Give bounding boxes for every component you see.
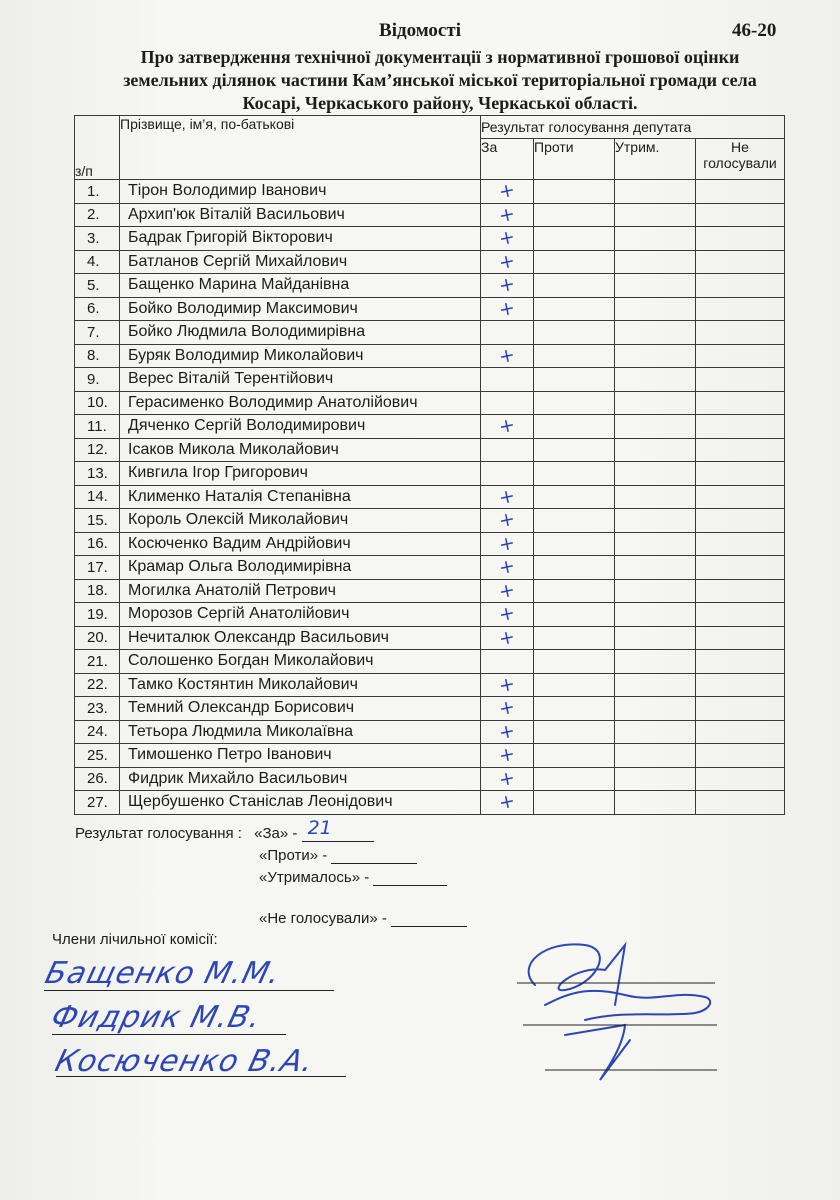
row-vote-za	[481, 532, 534, 556]
row-vote-za	[481, 321, 534, 345]
row-vote-utrym	[615, 227, 696, 251]
row-vote-utrym	[615, 274, 696, 298]
row-vote-za	[481, 462, 534, 486]
row-vote-za	[481, 744, 534, 768]
table-row	[75, 321, 785, 345]
row-name: Тамко Костянтин Миколайович	[120, 673, 481, 697]
row-vote-ne	[696, 227, 785, 251]
row-vote-ne	[696, 673, 785, 697]
signature-scribble-2	[545, 991, 710, 1020]
row-vote-utrym	[615, 438, 696, 462]
summary-za-line	[302, 817, 374, 842]
header-number: з/п	[75, 116, 120, 180]
header-ne-holosuvaly: Не голосували	[696, 139, 785, 180]
row-vote-proty	[534, 227, 615, 251]
row-number: 19.	[75, 603, 120, 627]
commission-label: Члени лічильної комісії:	[52, 931, 218, 948]
row-vote-ne	[696, 720, 785, 744]
summary-utrym	[259, 869, 447, 886]
row-number: 9.	[75, 368, 120, 392]
summary-proty-line	[331, 847, 417, 864]
row-vote-ne	[696, 462, 785, 486]
row-vote-ne	[696, 744, 785, 768]
table-row	[75, 227, 785, 251]
row-vote-za	[481, 626, 534, 650]
row-vote-za	[481, 673, 534, 697]
row-vote-za	[481, 720, 534, 744]
sig-underline-2	[52, 1034, 286, 1035]
table-row	[75, 720, 785, 744]
table-row	[75, 344, 785, 368]
row-vote-proty	[534, 603, 615, 627]
subtitle-line-3: Косарі, Черкаського району, Черкаської області.	[242, 93, 638, 113]
vote-mark: +	[496, 343, 518, 368]
row-vote-utrym	[615, 603, 696, 627]
row-vote-proty	[534, 532, 615, 556]
row-vote-proty	[534, 391, 615, 415]
row-number: 20.	[75, 626, 120, 650]
row-vote-za	[481, 697, 534, 721]
row-vote-za	[481, 603, 534, 627]
summary-utrym-line	[373, 869, 447, 886]
row-name: Буряк Володимир Миколайович	[120, 344, 481, 368]
row-name: Тетьора Людмила Миколаївна	[120, 720, 481, 744]
row-vote-utrym	[615, 180, 696, 204]
row-vote-za	[481, 438, 534, 462]
row-vote-ne	[696, 391, 785, 415]
row-vote-ne	[696, 791, 785, 815]
row-name: Архип'юк Віталій Васильович	[120, 203, 481, 227]
row-vote-ne	[696, 767, 785, 791]
row-vote-utrym	[615, 626, 696, 650]
row-number: 27.	[75, 791, 120, 815]
row-name: Герасименко Володимир Анатолійович	[120, 391, 481, 415]
table-row	[75, 438, 785, 462]
vote-mark: +	[496, 578, 518, 603]
table-row	[75, 579, 785, 603]
vote-mark: +	[496, 766, 518, 791]
row-vote-utrym	[615, 744, 696, 768]
vote-mark: +	[496, 202, 518, 227]
row-vote-za	[481, 250, 534, 274]
row-name: Батланов Сергій Михайлович	[120, 250, 481, 274]
row-vote-proty	[534, 274, 615, 298]
vote-mark: +	[496, 296, 518, 321]
summary-ne	[259, 910, 467, 927]
summary-utrym-label: «Утрималось» -	[259, 869, 370, 886]
row-vote-proty	[534, 180, 615, 204]
row-name: Могилка Анатолій Петрович	[120, 579, 481, 603]
row-vote-za	[481, 579, 534, 603]
row-vote-ne	[696, 579, 785, 603]
row-number: 25.	[75, 744, 120, 768]
sig-underline-1	[44, 990, 334, 991]
row-name: Морозов Сергій Анатолійович	[120, 603, 481, 627]
vote-mark: +	[496, 249, 518, 274]
row-name: Бащенко Марина Майданівна	[120, 274, 481, 298]
row-name: Тірон Володимир Іванович	[120, 180, 481, 204]
row-vote-proty	[534, 650, 615, 674]
row-name: Клименко Наталія Степанівна	[120, 485, 481, 509]
row-name: Крамар Ольга Володимирівна	[120, 556, 481, 580]
row-name: Нечиталюк Олександр Васильович	[120, 626, 481, 650]
row-number: 21.	[75, 650, 120, 674]
row-vote-za	[481, 415, 534, 439]
table-row	[75, 297, 785, 321]
row-vote-ne	[696, 532, 785, 556]
signature-scribbles	[505, 925, 735, 1095]
row-vote-utrym	[615, 321, 696, 345]
table-row	[75, 673, 785, 697]
table-row	[75, 391, 785, 415]
row-vote-ne	[696, 556, 785, 580]
row-vote-proty	[534, 438, 615, 462]
row-vote-proty	[534, 321, 615, 345]
row-name: Солошенко Богдан Миколайович	[120, 650, 481, 674]
row-number: 10.	[75, 391, 120, 415]
summary-ne-line	[391, 910, 467, 927]
row-name: Король Олексій Миколайович	[120, 509, 481, 533]
table-row	[75, 556, 785, 580]
row-vote-proty	[534, 368, 615, 392]
row-vote-utrym	[615, 556, 696, 580]
row-number: 4.	[75, 250, 120, 274]
row-name: Кивгила Ігор Григорович	[120, 462, 481, 486]
row-vote-ne	[696, 415, 785, 439]
row-vote-za	[481, 274, 534, 298]
table-row	[75, 485, 785, 509]
row-vote-utrym	[615, 650, 696, 674]
vote-mark: +	[496, 625, 518, 650]
summary-za-label: «За» -	[254, 825, 298, 842]
row-number: 1.	[75, 180, 120, 204]
row-vote-proty	[534, 720, 615, 744]
row-vote-utrym	[615, 579, 696, 603]
signature-scribble-3	[565, 1025, 630, 1080]
row-vote-za	[481, 391, 534, 415]
row-name: Бойко Володимир Максимович	[120, 297, 481, 321]
row-vote-ne	[696, 321, 785, 345]
vote-mark: +	[496, 507, 518, 533]
row-vote-utrym	[615, 485, 696, 509]
row-number: 11.	[75, 415, 120, 439]
row-vote-ne	[696, 368, 785, 392]
row-vote-utrym	[615, 509, 696, 533]
row-vote-proty	[534, 673, 615, 697]
vote-mark: +	[496, 225, 518, 251]
row-vote-proty	[534, 509, 615, 533]
table-row	[75, 650, 785, 674]
row-vote-ne	[696, 203, 785, 227]
row-vote-utrym	[615, 697, 696, 721]
row-vote-za	[481, 227, 534, 251]
vote-mark: +	[496, 695, 518, 721]
table-row	[75, 180, 785, 204]
row-vote-proty	[534, 791, 615, 815]
row-vote-proty	[534, 767, 615, 791]
vote-mark: +	[496, 413, 518, 439]
row-vote-ne	[696, 650, 785, 674]
vote-mark: +	[496, 554, 518, 580]
row-number: 26.	[75, 767, 120, 791]
vote-mark: +	[496, 672, 518, 697]
row-name: Дяченко Сергій Володимирович	[120, 415, 481, 439]
row-vote-proty	[534, 203, 615, 227]
row-vote-ne	[696, 274, 785, 298]
voting-table	[74, 115, 785, 815]
header-za: За	[481, 139, 534, 180]
row-name: Ісаков Микола Миколайович	[120, 438, 481, 462]
row-vote-utrym	[615, 297, 696, 321]
row-number: 12.	[75, 438, 120, 462]
row-name: Верес Віталій Терентійович	[120, 368, 481, 392]
row-vote-za	[481, 509, 534, 533]
row-vote-utrym	[615, 203, 696, 227]
table-row	[75, 415, 785, 439]
row-vote-ne	[696, 250, 785, 274]
row-vote-za	[481, 767, 534, 791]
table-row	[75, 626, 785, 650]
document-number: 46-20	[732, 20, 777, 41]
vote-mark: +	[496, 484, 518, 509]
row-number: 14.	[75, 485, 120, 509]
row-vote-ne	[696, 297, 785, 321]
row-vote-proty	[534, 744, 615, 768]
row-number: 13.	[75, 462, 120, 486]
row-number: 22.	[75, 673, 120, 697]
row-vote-za	[481, 556, 534, 580]
signature-1: Бащенко М.М.	[41, 956, 285, 991]
row-vote-utrym	[615, 532, 696, 556]
header-proty: Проти	[534, 139, 615, 180]
row-vote-utrym	[615, 462, 696, 486]
row-vote-za	[481, 485, 534, 509]
document-subtitle	[70, 46, 810, 115]
row-vote-proty	[534, 579, 615, 603]
vote-mark: +	[496, 601, 518, 627]
vote-mark: +	[496, 531, 518, 556]
summary-za	[75, 817, 374, 842]
row-vote-za	[481, 203, 534, 227]
row-number: 5.	[75, 274, 120, 298]
signature-2: Фидрик М.В.	[47, 1000, 266, 1035]
vote-mark: +	[496, 272, 518, 298]
row-vote-utrym	[615, 791, 696, 815]
table-row	[75, 532, 785, 556]
document-title: Відомості	[379, 20, 461, 41]
row-name: Щербушенко Станіслав Леонідович	[120, 791, 481, 815]
row-vote-utrym	[615, 767, 696, 791]
table-row	[75, 509, 785, 533]
signature-3: Косюченко В.А.	[51, 1044, 318, 1079]
row-vote-za	[481, 180, 534, 204]
row-vote-utrym	[615, 344, 696, 368]
row-vote-ne	[696, 344, 785, 368]
header-result: Результат голосування депутата	[481, 116, 785, 139]
row-name: Тимошенко Петро Іванович	[120, 744, 481, 768]
table-row	[75, 744, 785, 768]
subtitle-line-1: Про затвердження технічної документації з нормативної грошової оцінки	[140, 47, 740, 67]
subtitle-line-2: земельних ділянок частини Кам’янської міської територіальної громади села	[123, 70, 757, 90]
table-row	[75, 697, 785, 721]
row-vote-utrym	[615, 720, 696, 744]
vote-mark: +	[496, 789, 518, 815]
row-vote-za	[481, 791, 534, 815]
row-vote-ne	[696, 509, 785, 533]
row-vote-ne	[696, 697, 785, 721]
summary-proty-label: «Проти» -	[259, 847, 328, 864]
row-vote-za	[481, 297, 534, 321]
row-number: 15.	[75, 509, 120, 533]
row-number: 18.	[75, 579, 120, 603]
row-name: Бойко Людмила Володимирівна	[120, 321, 481, 345]
row-vote-ne	[696, 603, 785, 627]
row-vote-za	[481, 344, 534, 368]
header-name: Прізвище, ім’я, по-батькові	[120, 116, 481, 180]
row-number: 16.	[75, 532, 120, 556]
vote-mark: +	[496, 178, 518, 204]
summary-ne-label: «Не голосували» -	[259, 910, 387, 927]
row-vote-proty	[534, 697, 615, 721]
row-vote-za	[481, 650, 534, 674]
row-number: 2.	[75, 203, 120, 227]
row-number: 24.	[75, 720, 120, 744]
row-vote-utrym	[615, 368, 696, 392]
vote-mark: +	[496, 719, 518, 744]
table-body	[75, 180, 785, 815]
summary-proty	[259, 847, 417, 864]
table-row	[75, 462, 785, 486]
row-vote-proty	[534, 485, 615, 509]
row-number: 7.	[75, 321, 120, 345]
table-row	[75, 767, 785, 791]
vote-mark: +	[496, 742, 518, 768]
row-vote-proty	[534, 556, 615, 580]
row-vote-proty	[534, 462, 615, 486]
table-row	[75, 203, 785, 227]
signature-scribble-1	[529, 944, 625, 1005]
row-name: Темний Олександр Борисович	[120, 697, 481, 721]
sig-underline-3	[56, 1076, 346, 1077]
table-row	[75, 250, 785, 274]
row-vote-ne	[696, 626, 785, 650]
row-vote-proty	[534, 626, 615, 650]
row-vote-proty	[534, 297, 615, 321]
row-vote-ne	[696, 180, 785, 204]
row-vote-za	[481, 368, 534, 392]
row-number: 6.	[75, 297, 120, 321]
row-vote-utrym	[615, 391, 696, 415]
table-row	[75, 274, 785, 298]
summary-za-value: 21	[307, 817, 332, 839]
table-row	[75, 603, 785, 627]
row-number: 3.	[75, 227, 120, 251]
table-row	[75, 791, 785, 815]
row-number: 23.	[75, 697, 120, 721]
row-name: Бадрак Григорій Вікторович	[120, 227, 481, 251]
row-vote-proty	[534, 415, 615, 439]
table-row	[75, 368, 785, 392]
row-name: Косюченко Вадим Андрійович	[120, 532, 481, 556]
row-name: Фидрик Михайло Васильович	[120, 767, 481, 791]
row-vote-proty	[534, 344, 615, 368]
row-vote-utrym	[615, 250, 696, 274]
row-vote-ne	[696, 485, 785, 509]
summary-label: Результат голосування :	[75, 825, 242, 842]
header-utrym: Утрим.	[615, 139, 696, 180]
row-number: 17.	[75, 556, 120, 580]
row-vote-ne	[696, 438, 785, 462]
row-number: 8.	[75, 344, 120, 368]
row-vote-utrym	[615, 673, 696, 697]
row-vote-utrym	[615, 415, 696, 439]
row-vote-proty	[534, 250, 615, 274]
